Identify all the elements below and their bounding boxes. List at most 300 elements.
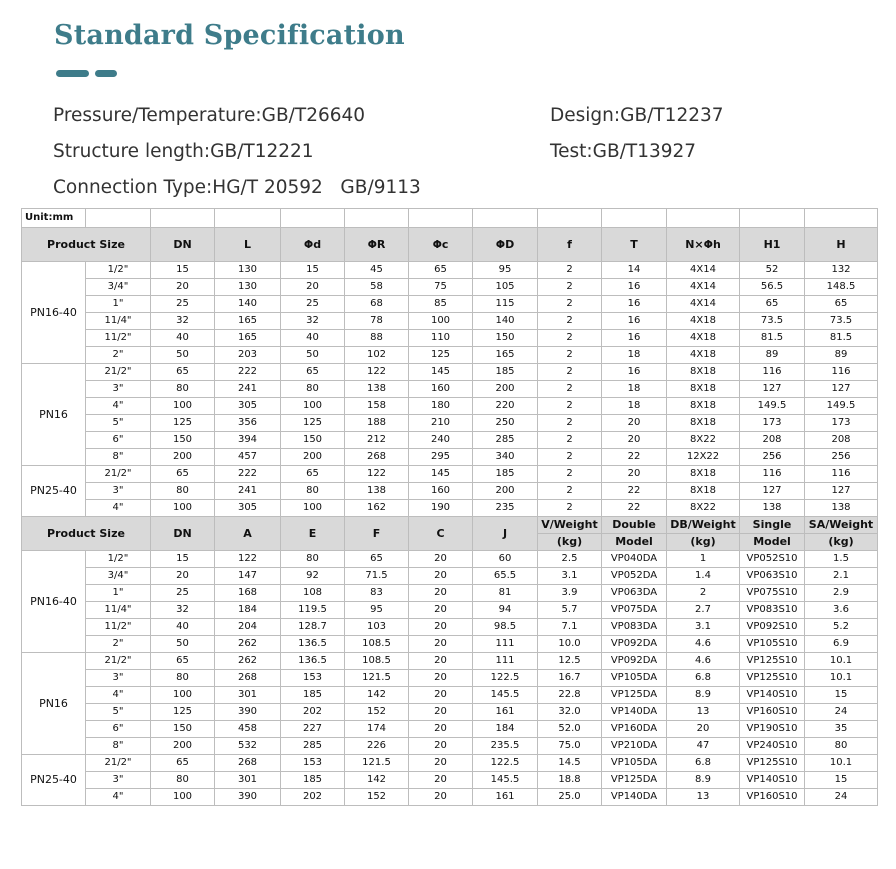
table-cell: 20 [409, 721, 473, 738]
table-cell: 136.5 [281, 636, 345, 653]
table-cell: 73.5 [805, 313, 878, 330]
table-cell: 100 [151, 398, 215, 415]
table-row [22, 687, 878, 704]
pressure-group-label: PN16-40 [22, 262, 86, 364]
table-cell: VP160S10 [740, 789, 805, 806]
table-cell: 119.5 [281, 602, 345, 619]
table-cell: 10.1 [805, 670, 878, 687]
table-cell: 71.5 [345, 568, 409, 585]
table-cell: VP140S10 [740, 772, 805, 789]
table-cell: 184 [215, 602, 281, 619]
table-cell: 150 [473, 330, 538, 347]
table-cell: 40 [281, 330, 345, 347]
table-cell: 305 [215, 398, 281, 415]
table-cell: 40 [151, 619, 215, 636]
table-cell: 256 [740, 449, 805, 466]
table-cell: 65 [345, 551, 409, 568]
table-cell: 32 [281, 313, 345, 330]
empty-cell [602, 209, 667, 228]
table-cell: VP105DA [602, 670, 667, 687]
table-cell: 185 [473, 466, 538, 483]
table-cell: 130 [215, 279, 281, 296]
table-cell: VP075DA [602, 602, 667, 619]
table-cell: 340 [473, 449, 538, 466]
table-cell: 22 [602, 500, 667, 517]
table-row [22, 704, 878, 721]
table-cell: 153 [281, 670, 345, 687]
table-cell: 152 [345, 704, 409, 721]
table-cell: VP083S10 [740, 602, 805, 619]
table-cell: 208 [740, 432, 805, 449]
table-cell: 22 [602, 483, 667, 500]
empty-cell [151, 209, 215, 228]
table-row [22, 636, 878, 653]
table-cell: 10.0 [538, 636, 602, 653]
table-cell: 127 [805, 483, 878, 500]
unit-row [22, 209, 878, 228]
table-cell: 132 [805, 262, 878, 279]
table-cell: 150 [151, 721, 215, 738]
table-cell: 190 [409, 500, 473, 517]
table-cell: 15 [281, 262, 345, 279]
header-row [22, 517, 878, 534]
table-cell: 8X18 [667, 415, 740, 432]
table-cell: 127 [740, 381, 805, 398]
table-cell: 2.9 [805, 585, 878, 602]
table-cell: 4X18 [667, 347, 740, 364]
table-cell: 20 [602, 466, 667, 483]
table-cell: 3" [86, 381, 151, 398]
empty-cell [473, 209, 538, 228]
table-cell: 12X22 [667, 449, 740, 466]
table-row [22, 330, 878, 347]
table-cell: 128.7 [281, 619, 345, 636]
table-row [22, 619, 878, 636]
table-cell: 8X22 [667, 432, 740, 449]
empty-cell [409, 209, 473, 228]
table-cell: 111 [473, 653, 538, 670]
table-cell: 202 [281, 704, 345, 721]
table-cell: 100 [409, 313, 473, 330]
table-cell: 116 [805, 466, 878, 483]
table-cell: 200 [473, 483, 538, 500]
table-cell: 204 [215, 619, 281, 636]
table-cell: 3" [86, 483, 151, 500]
table-cell: 18 [602, 398, 667, 415]
table-cell: 80 [281, 381, 345, 398]
table-cell: 80 [281, 551, 345, 568]
spec-connection-type: Connection Type:HG/T 20592 GB/9113 [53, 177, 421, 198]
pressure-group-label: PN25-40 [22, 755, 86, 806]
table-row [22, 772, 878, 789]
table-cell: 200 [151, 449, 215, 466]
table-cell: 65 [151, 466, 215, 483]
table-cell: 2 [538, 262, 602, 279]
table-cell: 165 [215, 313, 281, 330]
table-cell: 5" [86, 415, 151, 432]
empty-cell [281, 209, 345, 228]
table-cell: VP052DA [602, 568, 667, 585]
table-cell: VP160S10 [740, 704, 805, 721]
table-cell: 285 [473, 432, 538, 449]
table-cell: 149.5 [805, 398, 878, 415]
table-cell: 6.8 [667, 670, 740, 687]
table-cell: 20 [602, 415, 667, 432]
table-cell: 2 [538, 381, 602, 398]
table-cell: 16 [602, 364, 667, 381]
table-cell: 3" [86, 670, 151, 687]
table-cell: 4.6 [667, 636, 740, 653]
table-cell: 161 [473, 789, 538, 806]
table-cell: 185 [281, 772, 345, 789]
table-cell: 65 [151, 364, 215, 381]
table-cell: 6" [86, 432, 151, 449]
table-cell: 138 [345, 483, 409, 500]
table-cell: 222 [215, 364, 281, 381]
table-row [22, 279, 878, 296]
table-cell: 65 [281, 466, 345, 483]
table-cell: 2.7 [667, 602, 740, 619]
table-cell: 4X18 [667, 330, 740, 347]
table-cell: 3.1 [538, 568, 602, 585]
table-cell: 80 [151, 381, 215, 398]
table-row [22, 483, 878, 500]
table-cell: 11/2" [86, 330, 151, 347]
table-row [22, 415, 878, 432]
table-cell: 20 [151, 568, 215, 585]
column-header: Product Size [22, 228, 151, 262]
table-cell: 149.5 [740, 398, 805, 415]
table-cell: 2 [538, 330, 602, 347]
table-cell: 13 [667, 789, 740, 806]
table-cell: 98.5 [473, 619, 538, 636]
table-cell: 89 [740, 347, 805, 364]
column-header-sub: Model [602, 534, 667, 551]
table-cell: 13 [667, 704, 740, 721]
table-cell: 262 [215, 636, 281, 653]
table-cell: 40 [151, 330, 215, 347]
column-header: Single [740, 517, 805, 534]
table-cell: 1" [86, 585, 151, 602]
table-cell: 2 [538, 432, 602, 449]
table-cell: 16 [602, 279, 667, 296]
table-cell: 92 [281, 568, 345, 585]
table-cell: 52.0 [538, 721, 602, 738]
table-cell: 32 [151, 313, 215, 330]
table-cell: 8" [86, 738, 151, 755]
table-cell: 162 [345, 500, 409, 517]
table-cell: 241 [215, 381, 281, 398]
table-cell: 5" [86, 704, 151, 721]
table-cell: 8X18 [667, 381, 740, 398]
table-cell: 235 [473, 500, 538, 517]
table-cell: 2 [538, 347, 602, 364]
table-cell: 50 [281, 347, 345, 364]
table-cell: VP063S10 [740, 568, 805, 585]
table-cell: VP240S10 [740, 738, 805, 755]
table-cell: 153 [281, 755, 345, 772]
table-cell: 12.5 [538, 653, 602, 670]
table-cell: 116 [805, 364, 878, 381]
table-row [22, 551, 878, 568]
table-cell: 226 [345, 738, 409, 755]
table-cell: 16 [602, 330, 667, 347]
table-cell: 65 [409, 262, 473, 279]
column-header-sub: (kg) [667, 534, 740, 551]
table-cell: 356 [215, 415, 281, 432]
table-cell: 10.1 [805, 755, 878, 772]
column-header: ΦD [473, 228, 538, 262]
table-cell: 45 [345, 262, 409, 279]
table-cell: 240 [409, 432, 473, 449]
column-header: F [345, 517, 409, 551]
table-cell: 185 [281, 687, 345, 704]
table-cell: VP092S10 [740, 619, 805, 636]
table-cell: 202 [281, 789, 345, 806]
table-cell: 18 [602, 347, 667, 364]
table-cell: 100 [281, 500, 345, 517]
table-cell: 4X14 [667, 296, 740, 313]
table-cell: 88 [345, 330, 409, 347]
table-cell: 250 [473, 415, 538, 432]
table-cell: 125 [151, 704, 215, 721]
table-cell: 116 [740, 466, 805, 483]
table-row [22, 449, 878, 466]
table-cell: 122 [345, 364, 409, 381]
table-cell: 3.6 [805, 602, 878, 619]
table-cell: 24 [805, 789, 878, 806]
table-row [22, 670, 878, 687]
empty-cell [740, 209, 805, 228]
table-cell: VP105S10 [740, 636, 805, 653]
column-header: Double [602, 517, 667, 534]
column-header: V/Weight [538, 517, 602, 534]
table-cell: 212 [345, 432, 409, 449]
column-header: DN [151, 228, 215, 262]
table-cell: 80 [805, 738, 878, 755]
table-cell: 125 [151, 415, 215, 432]
table-cell: 100 [151, 500, 215, 517]
table-cell: 150 [151, 432, 215, 449]
table-cell: 2 [538, 415, 602, 432]
table-cell: 268 [215, 755, 281, 772]
table-cell: 200 [473, 381, 538, 398]
table-cell: 100 [281, 398, 345, 415]
table-cell: VP190S10 [740, 721, 805, 738]
table-cell: 20 [409, 772, 473, 789]
table-cell: 165 [473, 347, 538, 364]
column-header: f [538, 228, 602, 262]
table-cell: 2 [538, 449, 602, 466]
table-cell: 161 [473, 704, 538, 721]
spec-design: Design:GB/T12237 [550, 105, 724, 126]
table-cell: 122 [345, 466, 409, 483]
table-cell: 20 [409, 704, 473, 721]
table-cell: 174 [345, 721, 409, 738]
table-cell: 15 [805, 772, 878, 789]
table-cell: 285 [281, 738, 345, 755]
column-header: H [805, 228, 878, 262]
table-cell: 52 [740, 262, 805, 279]
column-header: L [215, 228, 281, 262]
pressure-group-label: PN16 [22, 364, 86, 466]
table-cell: 227 [281, 721, 345, 738]
table-cell: VP125S10 [740, 653, 805, 670]
column-header: T [602, 228, 667, 262]
table-cell: 138 [805, 500, 878, 517]
empty-cell [538, 209, 602, 228]
table-cell: 150 [281, 432, 345, 449]
table-cell: 121.5 [345, 755, 409, 772]
table-cell: 4X14 [667, 279, 740, 296]
column-header: J [473, 517, 538, 551]
table-cell: 173 [740, 415, 805, 432]
table-cell: 305 [215, 500, 281, 517]
empty-cell [667, 209, 740, 228]
table-cell: 122 [215, 551, 281, 568]
table-cell: 20 [409, 687, 473, 704]
table-cell: 21/2" [86, 653, 151, 670]
table-cell: 8X18 [667, 364, 740, 381]
table-cell: 125 [281, 415, 345, 432]
table-cell: 1 [667, 551, 740, 568]
table-row [22, 585, 878, 602]
column-header: SA/Weight [805, 517, 878, 534]
table-cell: 20 [409, 568, 473, 585]
column-header: N×Φh [667, 228, 740, 262]
table-cell: 16 [602, 313, 667, 330]
table-cell: 20 [409, 670, 473, 687]
table-cell: 80 [151, 483, 215, 500]
table-row [22, 466, 878, 483]
table-cell: 116 [740, 364, 805, 381]
table-cell: 165 [215, 330, 281, 347]
table-cell: 203 [215, 347, 281, 364]
table-cell: 180 [409, 398, 473, 415]
table-cell: 136.5 [281, 653, 345, 670]
table-cell: 80 [151, 772, 215, 789]
table-cell: 100 [151, 789, 215, 806]
table-cell: 2 [538, 466, 602, 483]
table-cell: VP092DA [602, 653, 667, 670]
table-cell: 138 [740, 500, 805, 517]
table-cell: 1/2" [86, 551, 151, 568]
table-cell: 125 [409, 347, 473, 364]
table-cell: 390 [215, 789, 281, 806]
table-cell: 140 [473, 313, 538, 330]
column-header-sub: (kg) [538, 534, 602, 551]
table-cell: 15 [151, 551, 215, 568]
table-cell: VP140S10 [740, 687, 805, 704]
table-cell: 20 [151, 279, 215, 296]
table-cell: 4" [86, 789, 151, 806]
empty-cell [805, 209, 878, 228]
table-cell: 2 [538, 279, 602, 296]
table-cell: 145 [409, 466, 473, 483]
unit-label: Unit:mm [22, 209, 86, 228]
table-cell: 111 [473, 636, 538, 653]
table-row [22, 755, 878, 772]
table-cell: 65 [805, 296, 878, 313]
table-row [22, 262, 878, 279]
table-cell: VP075S10 [740, 585, 805, 602]
table-cell: 122.5 [473, 670, 538, 687]
table-cell: VP210DA [602, 738, 667, 755]
table-cell: 50 [151, 636, 215, 653]
table-row [22, 500, 878, 517]
table-cell: 145.5 [473, 687, 538, 704]
table-cell: 14 [602, 262, 667, 279]
table-cell: 20 [409, 789, 473, 806]
table-cell: 108.5 [345, 653, 409, 670]
table-cell: 1" [86, 296, 151, 313]
table-cell: 185 [473, 364, 538, 381]
table-cell: 32 [151, 602, 215, 619]
table-cell: 5.2 [805, 619, 878, 636]
table-cell: VP160DA [602, 721, 667, 738]
table-cell: 5.7 [538, 602, 602, 619]
table-cell: 3.1 [667, 619, 740, 636]
table-cell: 268 [215, 670, 281, 687]
table-cell: 25 [281, 296, 345, 313]
table-cell: 2.1 [805, 568, 878, 585]
table-cell: 102 [345, 347, 409, 364]
table-cell: 75 [409, 279, 473, 296]
table-cell: 15 [151, 262, 215, 279]
table-cell: 20 [409, 755, 473, 772]
table-cell: 11/4" [86, 313, 151, 330]
table-cell: 145 [409, 364, 473, 381]
table-cell: 65 [151, 653, 215, 670]
table-cell: 80 [151, 670, 215, 687]
table-cell: 147 [215, 568, 281, 585]
table-cell: 65 [281, 364, 345, 381]
table-cell: 138 [345, 381, 409, 398]
table-cell: 22.8 [538, 687, 602, 704]
title-underline-dash-long [56, 70, 89, 77]
table-cell: 35 [805, 721, 878, 738]
column-header-sub: (kg) [805, 534, 878, 551]
table-cell: 20 [281, 279, 345, 296]
table-cell: 458 [215, 721, 281, 738]
table-cell: 256 [805, 449, 878, 466]
table-cell: 25.0 [538, 789, 602, 806]
table-cell: 8X22 [667, 500, 740, 517]
table-cell: 457 [215, 449, 281, 466]
table-cell: 65 [740, 296, 805, 313]
table-cell: 241 [215, 483, 281, 500]
table-cell: 110 [409, 330, 473, 347]
table-cell: 100 [151, 687, 215, 704]
table-cell: 168 [215, 585, 281, 602]
table-cell: 268 [345, 449, 409, 466]
table-cell: 130 [215, 262, 281, 279]
table-cell: 148.5 [805, 279, 878, 296]
table-cell: 2.5 [538, 551, 602, 568]
table-cell: 208 [805, 432, 878, 449]
spec-structure-length: Structure length:GB/T12221 [53, 141, 314, 162]
table-cell: VP083DA [602, 619, 667, 636]
table-cell: 4" [86, 687, 151, 704]
table-cell: 89 [805, 347, 878, 364]
table-cell: 8.9 [667, 772, 740, 789]
table-cell: 58 [345, 279, 409, 296]
table-row [22, 721, 878, 738]
table-cell: 200 [281, 449, 345, 466]
column-header: Φd [281, 228, 345, 262]
spec-test: Test:GB/T13927 [550, 141, 697, 162]
table-cell: 8" [86, 449, 151, 466]
